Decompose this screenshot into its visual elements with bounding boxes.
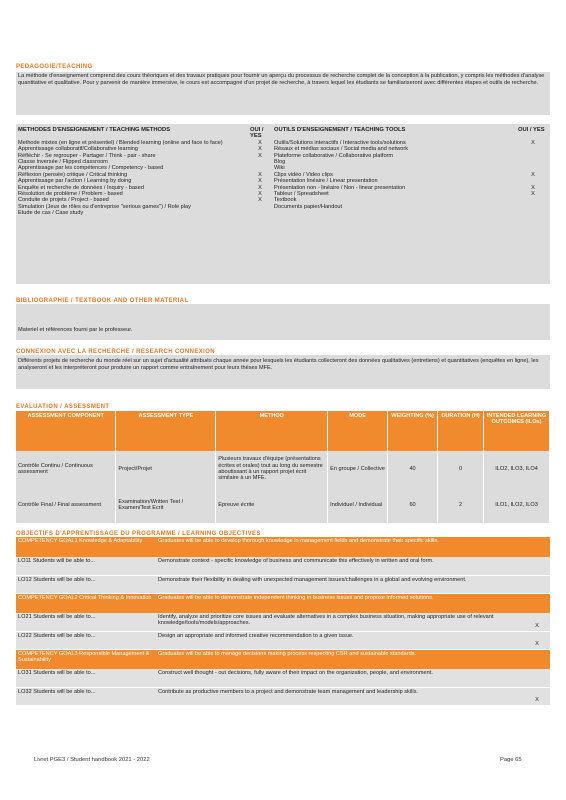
- method-cell: Apprentissage collaboratif/Collaborative learning: [18, 146, 139, 153]
- lo-text-cell: Graduates will be able to develop thorough knowledge in management fields and demonstrate their specific skills.: [156, 537, 524, 557]
- methods-header: METHODES D'ENSEIGNEMENT / TEACHING METHODS: [18, 127, 171, 133]
- lo-code-cell: LO31 Students will be able to...: [16, 669, 156, 687]
- tool-cell: Blog: [274, 159, 286, 166]
- eval-ilos-cell: ILO1, ILO2, ILO3: [484, 487, 550, 523]
- tool-cell: Wiki: [274, 165, 285, 172]
- bibliographie-heading: BIBLIOGRAPHIE / TEXTBOOK AND OTHER MATERIAL: [16, 298, 189, 304]
- eval-col-ilos: INTENDED LEARNING OUTCOMES (ILOs): [484, 411, 550, 451]
- tool-cell: Outils/Solutions interactifs / Interactive tools/solutions: [274, 139, 406, 146]
- eval-method-cell: Epreuve écrite: [216, 487, 328, 523]
- evaluation-table: [16, 411, 550, 523]
- eval-component-cell: Contrôle Final / Final assessment: [16, 487, 116, 523]
- evaluation-row: [16, 487, 550, 523]
- objectifs-heading: OBJECTIFS D'APPRENTISSAGE DU PROGRAMME / LEARNING OBJECTIVES: [16, 531, 261, 537]
- evaluation-header-row: [16, 411, 550, 451]
- tool-cell: [272, 210, 516, 216]
- learning-outcome-row: [16, 631, 550, 649]
- eval-col-mode: MODE: [328, 411, 388, 451]
- eval-method-cell: Plusieurs travaux d'équipe (présentations écrites et orales) tout au long du semestre aboutissant à un rapport projet écrit similaire à un MFE.: [216, 451, 328, 487]
- competency-goal-row: [16, 649, 550, 669]
- tool-cell: Présentation non - linéaire / Non - linear presentation: [274, 184, 406, 191]
- lo-text-cell: Contribute as productive members to a project and demonstrate team management and leadership skills.: [156, 687, 524, 705]
- evaluation-row: [16, 451, 550, 487]
- connexion-heading: CONNEXION AVEC LA RECHERCHE / RESEARCH CONNEXION: [16, 349, 215, 355]
- tools-header: OUTILS D'ENSEIGNEMENT / TEACHING TOOLS: [274, 127, 406, 133]
- objectifs-table: [16, 537, 550, 706]
- tool-cell: Plateforme collaborative / Collaborative platform: [274, 152, 394, 159]
- lo-text-cell: Construct well thought - out decisions, fully aware of their impact on the organization, people, and environment.: [156, 669, 524, 687]
- bibliographie-body: Materiel et références fourni par le professeur.: [16, 304, 550, 340]
- tool-yes-cell: X: [531, 191, 535, 198]
- lo-code-cell: LO11 Students will be able to...: [16, 557, 156, 575]
- lo-text-cell: Graduates will be able to demonstrate independent thinking in business issues and propose informed solutions.: [156, 593, 524, 613]
- method-yes-cell: X: [258, 146, 262, 153]
- lo-code-cell: COMPETENCY GOAL2 Critical Thinking & Innovation: [16, 593, 156, 613]
- method-cell: Apprentissage par l'action / Learning by doing: [18, 178, 132, 185]
- method-yes-cell: [248, 210, 272, 216]
- lo-text-cell: Demonstrate their flexibility in dealing with unexpected management issues/challenges in a global and evolving environment.: [156, 575, 524, 593]
- learning-outcome-row: [16, 669, 550, 687]
- method-cell: Classe inversée / Flipped classroom: [18, 159, 108, 166]
- eval-col-method: METHOD: [216, 411, 328, 451]
- eval-mode-cell: Individuel / Individual: [328, 487, 388, 523]
- tool-cell: Résaux et médias sociaux / Social media and network: [274, 146, 409, 153]
- methods-header-row: [16, 124, 550, 140]
- lo-code-cell: LO21 Students will be able to...: [16, 613, 156, 631]
- tool-cell: Documents papier/Handout: [274, 203, 343, 210]
- eval-weighting-cell: 60: [388, 487, 438, 523]
- eval-col-component: ASSESSMENT COMPONENT: [16, 411, 116, 451]
- method-yes-cell: X: [258, 139, 262, 146]
- eval-col-weighting: WEIGHTING (%): [388, 411, 438, 451]
- lo-x-cell: [524, 669, 550, 687]
- tool-yes-cell: X: [531, 171, 535, 178]
- lo-text-cell: Demonstrate context - specific knowledge of business and communicate this effectively in written and oral form.: [156, 557, 524, 575]
- eval-component-cell: Contrôle Continu / Continuous assessment: [16, 451, 116, 487]
- lo-x-cell: X: [524, 687, 550, 705]
- lo-x-cell: [524, 593, 550, 613]
- lo-text-cell: Graduates will be able to manage decisions making process respecting CSR and sustainable standards.: [156, 649, 524, 669]
- learning-outcome-row: [16, 575, 550, 593]
- lo-code-cell: LO32 Students will be able to...: [16, 687, 156, 705]
- learning-outcome-row: [16, 613, 550, 631]
- lo-x-cell: X: [524, 613, 550, 631]
- pedagogie-body: La méthode d'enseignement comprend des cours théoriques et des travaux pratiques pour fournir un aperçu du processus de recherche complet de la conception à la publication, y compris les méthodes d'analyse quantitative et qualitative. Pour y parvenir de manière immersive, le cours est accompagné d'un projet de recherche, à travers lequel les étudiants se familiariseront avec différentes étapes et outils de recherche.: [16, 72, 550, 115]
- tool-cell: Textbook: [274, 197, 297, 204]
- tools-yes-header: OUI / YES: [518, 127, 545, 133]
- lo-x-cell: [524, 649, 550, 669]
- methods-table: [16, 124, 550, 217]
- eval-duration-cell: 0: [438, 451, 484, 487]
- evaluation-heading: EVALUATION / ASSESSMENT: [16, 404, 110, 410]
- footer-handbook: Livret PGE3 / Student handbook 2021 - 2022: [34, 757, 150, 763]
- lo-text-cell: Identify, analyze and prioritize core issues and evaluate alternatives in a complex business situation, making appropriate use of relevant knowledge/tools/models/approaches.: [156, 613, 524, 631]
- tool-yes-cell: X: [531, 139, 535, 146]
- lo-code-cell: COMPETENCY GOAL1 Knowledge & Adaptability: [16, 537, 156, 557]
- eval-col-duration: DURATION (H): [438, 411, 484, 451]
- eval-type-cell: Project/Projet: [116, 451, 216, 487]
- connexion-body: Différents projets de recherche du monde réel sur un sujet d'actualité attribués chaque année pour lesquels les étudiants collecteront des données qualitatives (entretiens) et quantitatives (enquêtes en ligne), les analyseront et les interpréteront pour produire un rapport comme entraînement pour leurs thèses MFE.: [16, 355, 550, 389]
- method-cell: Etude de cas / Case study: [18, 210, 84, 217]
- eval-col-type: ASSESSMENT TYPE: [116, 411, 216, 451]
- footer-page-number: Page 65: [500, 757, 522, 763]
- competency-goal-row: [16, 537, 550, 557]
- lo-x-cell: X: [524, 631, 550, 649]
- lo-code-cell: LO12 Students will be able to...: [16, 575, 156, 593]
- method-cell: Réfléchir - Se regrouper - Partager / Think - pair - share: [18, 152, 156, 159]
- method-cell: Conduite de projets / Project - based: [18, 197, 109, 204]
- lo-text-cell: Design an appropriate and informed creative recommendation to a given issue.: [156, 631, 524, 649]
- learning-outcome-row: [16, 557, 550, 575]
- method-cell: Simulation (Jeux de rôles ou d'entreprise "serious games") / Role play: [18, 203, 191, 210]
- page: [16, 64, 550, 704]
- eval-mode-cell: En groupe / Collective: [328, 451, 388, 487]
- methods-table-box: [16, 124, 550, 284]
- method-yes-cell: X: [258, 197, 262, 204]
- method-cell: Réflexion (pensée) critique / Critical thinking: [18, 171, 128, 178]
- lo-x-cell: [524, 575, 550, 593]
- pedagogie-heading: PEDAGOGIE/TEACHING: [16, 64, 93, 70]
- eval-weighting-cell: 40: [388, 451, 438, 487]
- tool-cell: Clips vidéo / Video clips: [274, 171, 333, 178]
- learning-outcome-row: [16, 687, 550, 705]
- method-yes-cell: X: [258, 152, 262, 159]
- method-yes-cell: X: [258, 184, 262, 191]
- tool-cell: Tableur / Spreadsheet: [274, 191, 329, 198]
- eval-ilos-cell: ILO2, ILO3, ILO4: [484, 451, 550, 487]
- methods-yes-header: OUI / YES: [250, 127, 264, 140]
- lo-code-cell: LO22 Students will be able to...: [16, 631, 156, 649]
- lo-x-cell: [524, 557, 550, 575]
- tool-cell: Présentation linéaire / Linear presentation: [274, 178, 378, 185]
- method-cell: Apprentissage par les compétences / Competency - based: [18, 165, 164, 172]
- method-cell: Enquête et recherche de données / Inquiry - based: [18, 184, 144, 191]
- methods-row: [16, 210, 550, 216]
- tool-yes-cell: [516, 210, 550, 216]
- tool-yes-cell: X: [531, 184, 535, 191]
- eval-duration-cell: 2: [438, 487, 484, 523]
- method-yes-cell: X: [258, 191, 262, 198]
- method-cell: Methode mixtes (en ligne et présentiel) / Blended learning (online and face to face): [18, 139, 223, 146]
- lo-x-cell: [524, 537, 550, 557]
- eval-type-cell: Examination/Written Test / Examen/Test Ecrit: [116, 487, 216, 523]
- competency-goal-row: [16, 593, 550, 613]
- lo-code-cell: COMPETENCY GOAL3 Responsible Management & Sustainability: [16, 649, 156, 669]
- method-yes-cell: X: [258, 178, 262, 185]
- method-yes-cell: X: [258, 171, 262, 178]
- method-cell: Résolution de problème / Problem - based: [18, 191, 123, 198]
